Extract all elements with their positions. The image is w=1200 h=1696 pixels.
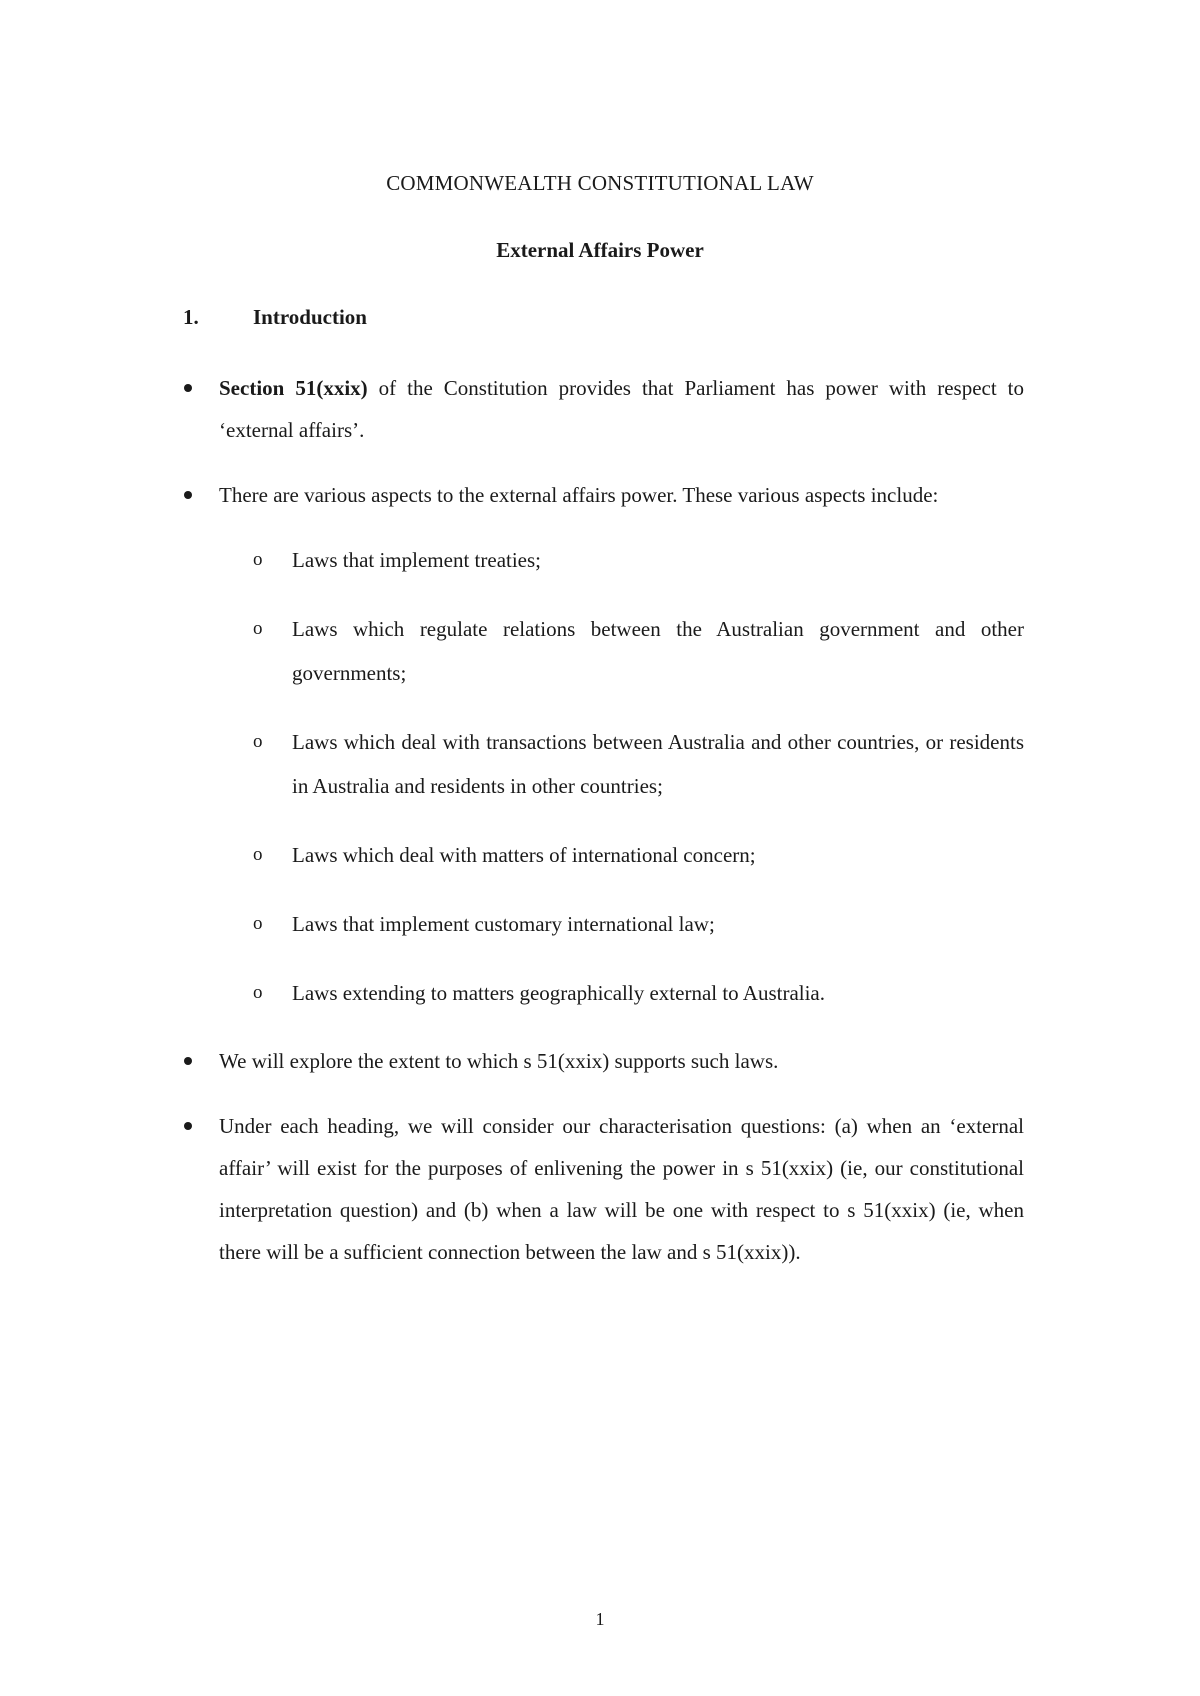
bullet-text: Under each heading, we will consider our characterisation questions: (a) when an ‘external affair’ will exist for the purposes of enlivening the power in s 51(xxix) (ie, our constitutional interpretation question) and (b) when a law will be one with respect to s 51(xxix) (ie, when there will be a sufficient connection between the law and s 51(xxix)). — [219, 1114, 1024, 1264]
bullet-icon — [184, 491, 192, 499]
circle-bullet-icon: o — [253, 618, 263, 639]
bullet-item — [168, 1105, 1024, 1273]
bullet-list — [168, 367, 1024, 1296]
sub-item-text: Laws extending to matters geographically external to Australia. — [292, 981, 825, 1005]
section-heading — [183, 305, 367, 330]
section-number: 1. — [183, 305, 199, 329]
bullet-text: There are various aspects to the external affairs power. These various aspects include: — [219, 483, 939, 507]
section-heading-text: Introduction — [253, 305, 367, 329]
document-title: COMMONWEALTH CONSTITUTIONAL LAW — [386, 171, 814, 195]
bullet-text: We will explore the extent to which s 51(xxix) supports such laws. — [219, 1049, 779, 1073]
document-subtitle: External Affairs Power — [496, 238, 704, 262]
sub-item-text: Laws that implement customary international law; — [292, 912, 715, 936]
sub-list-item — [168, 538, 1024, 582]
page-number: 1 — [595, 1609, 605, 1629]
sub-item-text: Laws which deal with transactions between Australia and other countries, or residents in Australia and residents in other countries; — [292, 730, 1024, 798]
bullet-lead-text: Section 51(xxix) — [219, 376, 368, 400]
bullet-item — [168, 474, 1024, 1015]
sub-list — [219, 538, 1024, 1015]
circle-bullet-icon: o — [253, 549, 263, 570]
sub-item-text: Laws that implement treaties; — [292, 548, 542, 572]
bullet-icon — [184, 1057, 192, 1065]
sub-item-text: Laws which regulate relations between the Australian government and other governments; — [292, 617, 1024, 685]
bullet-icon — [184, 1122, 192, 1130]
circle-bullet-icon: o — [253, 982, 263, 1003]
sub-list-item — [168, 971, 1024, 1015]
circle-bullet-icon: o — [253, 913, 263, 934]
sub-item-text: Laws which deal with matters of international concern; — [292, 843, 756, 867]
bullet-text: of the Constitution provides that Parliament has power with respect to ‘external affairs’. — [219, 376, 1025, 442]
circle-bullet-icon: o — [253, 731, 263, 752]
bullet-icon — [184, 384, 192, 392]
sub-list-item — [168, 607, 1024, 695]
sub-list-item — [168, 902, 1024, 946]
circle-bullet-icon: o — [253, 844, 263, 865]
sub-list-item — [168, 833, 1024, 877]
bullet-item — [168, 1040, 1024, 1082]
bullet-item — [168, 367, 1024, 451]
sub-list-item — [168, 720, 1024, 808]
